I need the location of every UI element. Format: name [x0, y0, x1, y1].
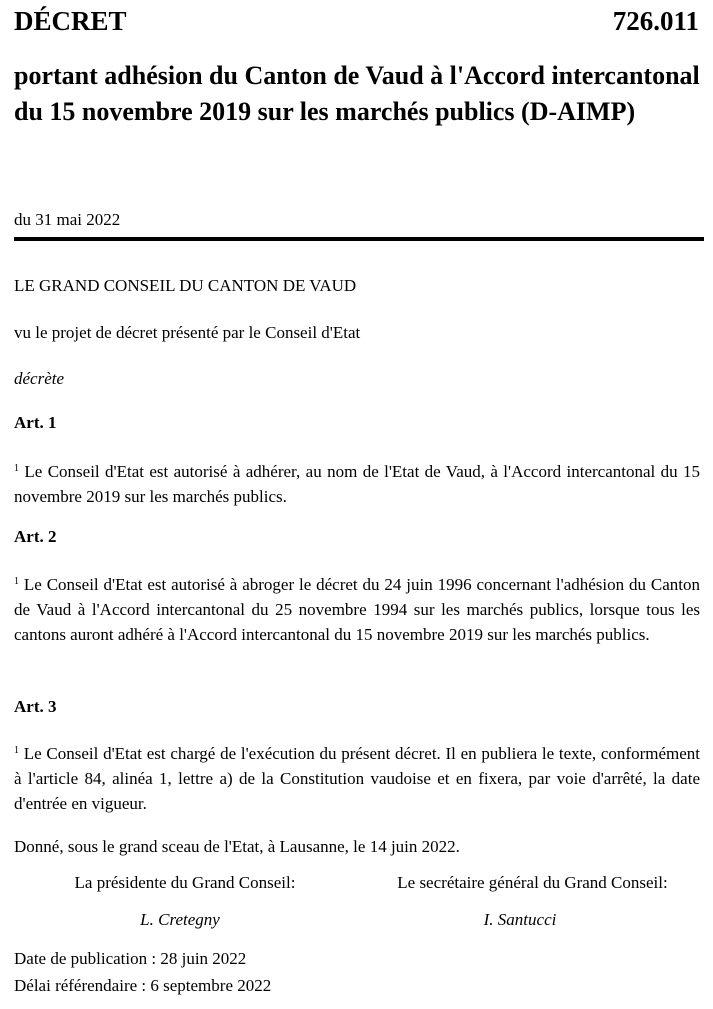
signature-left-role: La présidente du Grand Conseil:	[74, 873, 296, 892]
article-3-heading: Art. 3	[14, 697, 57, 716]
alinea-number: 1	[14, 463, 19, 474]
signature-right-name: I. Santucci	[483, 910, 557, 929]
article-2-heading: Art. 2	[14, 527, 57, 546]
given-clause: Donné, sous le grand sceau de l'Etat, à Lausanne, le 14 juin 2022.	[14, 837, 460, 856]
article-1-heading: Art. 1	[14, 413, 57, 432]
alinea-number: 1	[14, 745, 19, 756]
decree-title: portant adhésion du Canton de Vaud à l'Accord intercantonal du 15 novembre 2019 sur les marchés publics (D-AIMP)	[14, 61, 700, 126]
decree-kind: DÉCRET	[14, 6, 127, 36]
article-2-text: $^1$ Le Conseil d'Etat est autorisé à abroger le décret du 24 juin 1996 concernant l'adhésion du Canton de Vaud à l'Accord intercantonal du 25 novembre 1994 sur les marchés publics, lorsque tous les cantons auront adhéré à l'Accord intercantonal du 15 novembre 2019 sur les marchés publics.	[14, 575, 701, 644]
referendum-deadline: Délai référendaire : 6 septembre 2022	[14, 976, 272, 995]
article-3-text: $^1$ Le Conseil d'Etat est chargé de l'exécution du présent décret. Il en publiera le texte, conformément à l'article 84, alinéa 1, lettre a) de la Constitution vaudoise et en fixera, par voie d'arrêté, la date d'entrée en vigueur.	[14, 744, 700, 813]
preamble: vu le projet de décret présenté par le Conseil d'Etat	[14, 323, 361, 342]
publication-date: Date de publication : 28 juin 2022	[14, 949, 247, 968]
authority: LE GRAND CONSEIL DU CANTON DE VAUD	[14, 276, 357, 295]
decree-date: du 31 mai 2022	[14, 210, 121, 229]
signature-left-name: L. Cretegny	[140, 910, 220, 929]
enacting-formula: décrète	[14, 369, 65, 388]
header-divider	[14, 237, 704, 241]
decree-number: 726.011	[612, 6, 699, 36]
article-1-text: $^1$ Le Conseil d'Etat est autorisé à adhérer, au nom de l'Etat de Vaud, à l'Accord intercantonal du 15 novembre 2019 sur les marchés publics.	[14, 462, 700, 506]
signature-right-role: Le secrétaire général du Grand Conseil:	[397, 873, 668, 892]
alinea-number: 1	[14, 576, 19, 587]
